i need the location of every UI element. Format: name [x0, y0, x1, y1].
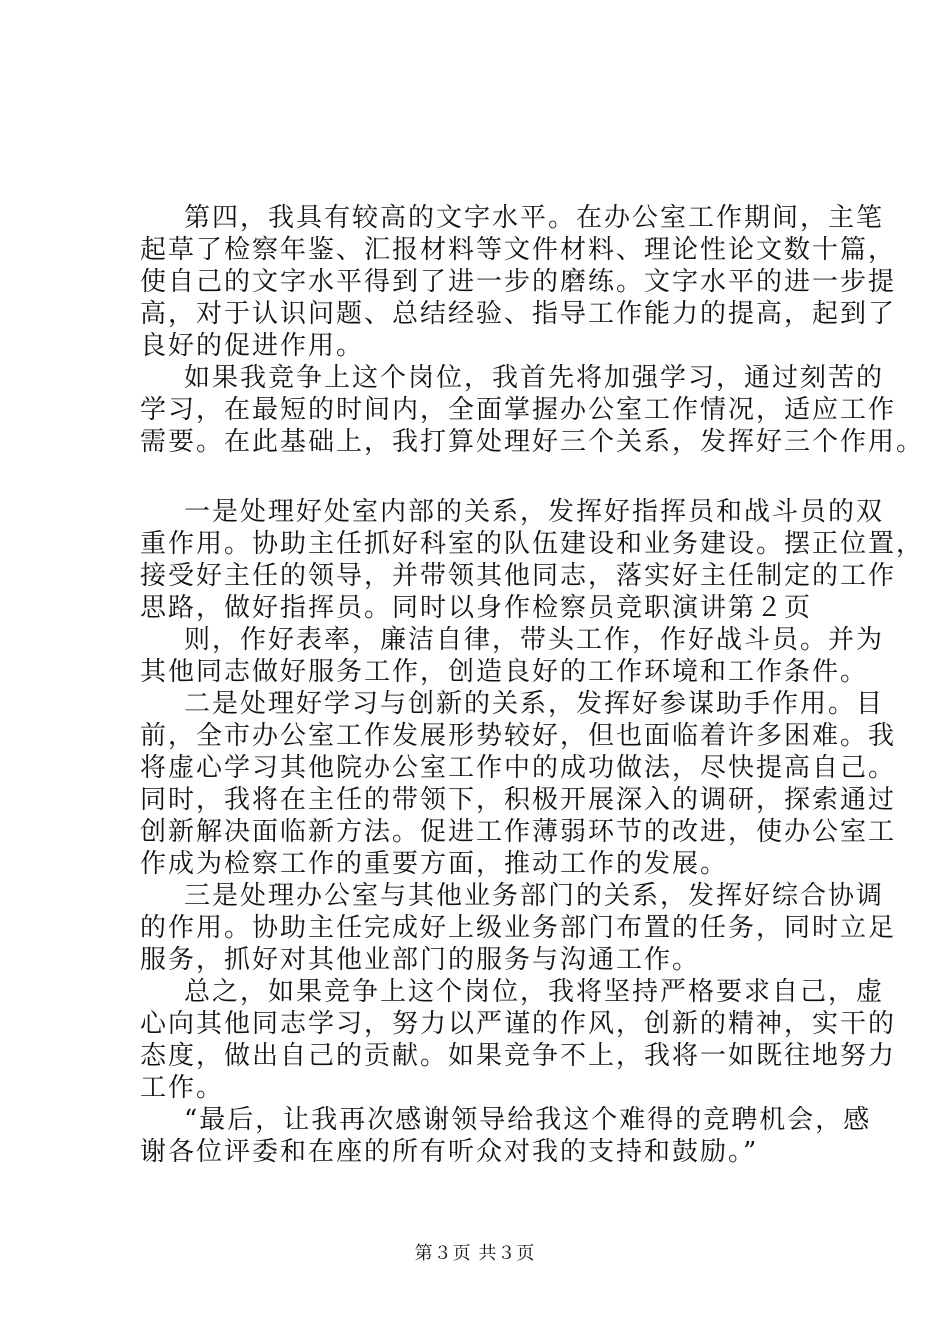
text-line: 第四，我具有较高的文字水平。在办公室工作期间，主笔 [184, 203, 885, 233]
text-line: 前，全市办公室工作发展形势较好，但也面临着许多困难。我 [140, 721, 897, 751]
text-line: 需要。在此基础上，我打算处理好三个关系，发挥好三个作用。 [140, 427, 925, 457]
text-line: 其他同志做好服务工作，创造良好的工作环境和工作条件。 [140, 657, 869, 687]
page-number-label: 第３页 共３页 [414, 1243, 536, 1264]
text-line: 作成为检察工作的重要方面，推动工作的发展。 [140, 849, 729, 879]
text-line: 一是处理好处室内部的关系，发挥好指挥员和战斗员的双 [184, 497, 885, 527]
text-line: 则，作好表率，廉洁自律，带头工作，作好战斗员。并为 [184, 625, 885, 655]
text-line: 谢各位评委和在座的所有听众对我的支持和鼓励。” [140, 1137, 759, 1167]
document-body [140, 202, 925, 1168]
text-line: 三是处理办公室与其他业务部门的关系，发挥好综合协调 [184, 881, 885, 911]
page-footer [0, 1242, 950, 1266]
text-line: 高，对于认识问题、总结经验、指导工作能力的提高，起到了 [140, 299, 897, 329]
text-line: 心向其他同志学习，努力以严谨的作风，创新的精神，实干的 [140, 1009, 897, 1039]
text-line: 态度，做出自己的贡献。如果竞争不上，我将一如既往地努力 [140, 1041, 897, 1071]
text-line: 的作用。协助主任完成好上级业务部门布置的任务，同时立足 [140, 913, 897, 943]
text-line: 良好的促进作用。 [140, 331, 365, 361]
text-line: 二是处理好学习与创新的关系，发挥好参谋助手作用。目 [184, 689, 885, 719]
text-line: 起草了检察年鉴、汇报材料等文件材料、理论性论文数十篇， [140, 235, 897, 265]
text-line: 工作。 [140, 1073, 225, 1103]
text-line: 同时，我将在主任的带领下，积极开展深入的调研，探索通过 [140, 785, 897, 815]
text-line: 思路，做好指挥员。同时以身作检察员竞职演讲第２页 [140, 593, 813, 623]
text-line: 创新解决面临新方法。促进工作薄弱环节的改进，使办公室工 [140, 817, 897, 847]
text-line: 使自己的文字水平得到了进一步的磨练。文字水平的进一步提 [140, 267, 897, 297]
text-line: 服务，抓好对其他业部门的服务与沟通工作。 [140, 945, 701, 975]
text-line: 将虚心学习其他院办公室工作中的成功做法，尽快提高自己。 [140, 753, 897, 783]
text-line: “最后，让我再次感谢领导给我这个难得的竞聘机会，感 [184, 1105, 872, 1135]
text-line: 如果我竞争上这个岗位，我首先将加强学习，通过刻苦的 [184, 363, 885, 393]
text-line: 重作用。协助主任抓好科室的队伍建设和业务建设。摆正位置， [140, 529, 925, 559]
text-line: 学习，在最短的时间内，全面掌握办公室工作情况，适应工作 [140, 395, 897, 425]
paragraph-gap [140, 458, 840, 496]
text-line: 总之，如果竞争上这个岗位，我将坚持严格要求自己，虚 [184, 977, 885, 1007]
text-line: 接受好主任的领导，并带领其他同志，落实好主任制定的工作 [140, 561, 897, 591]
